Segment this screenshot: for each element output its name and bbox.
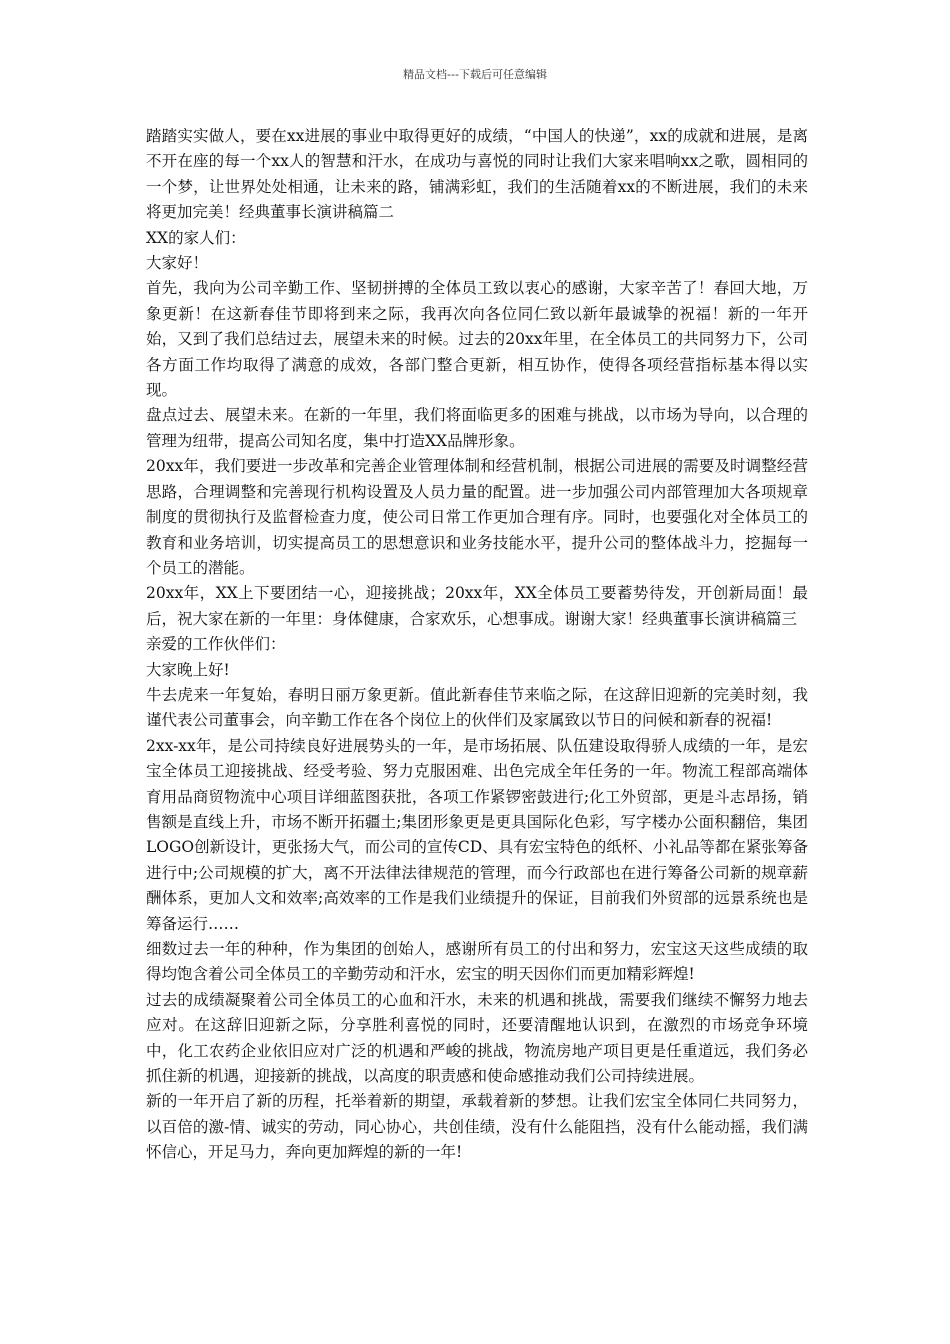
paragraph: 2xx-xx年，是公司持续良好进展势头的一年，是市场拓展、队伍建设取得骄人成绩的一年，是宏宝全体员工迎接挑战、经受考验、努力克服困难、出色完成全年任务的一年。物流工程部高端体育用品商贸物流中心项目详细蓝图获批，各项工作紧锣密鼓进行;化工外贸部，更是斗志昂扬，销售额是直线上升，市场不断开拓疆土;集团形象更是更具国际化色彩，写字楼办公面积翻倍，集团LOGO创新设计，更张扬大气，而公司的宣传CD、具有宏宝特色的纸杯、小礼品等都在紧张筹备进行中;公司规模的扩大，离不开法律法律规范的管理，而今行政部也在进行筹备公司新的规章薪酬体系，更加人文和效率;高效率的工作是我们业绩提升的保证，目前我们外贸部的远景系统也是筹备运行……: [146, 736, 808, 933]
paragraph: 牛去虎来一年复始，春明日丽万象更新。值此新春佳节来临之际，在这辞旧迎新的完美时刻，我谨代表公司董事会，向辛勤工作在各个岗位上的伙伴们及家属致以节日的问候和新春的祝福!: [146, 685, 808, 730]
salutation: XX的家人们：: [146, 228, 246, 247]
paragraph: 20xx年，我们要进一步改革和完善企业管理体制和经营机制，根据公司进展的需要及时调整经营思路，合理调整和完善现行机构设置及人员力量的配置。进一步加强公司内部管理加大各项规章制度的贯彻执行及监督检查力度，使公司日常工作更加合理有序。同时，也要强化对全体员工的教育和业务培训，切实提高员工的思想意识和业务技能水平，提升公司的整体战斗力，挖掘每一个员工的潜能。: [146, 457, 808, 577]
greeting: 大家晚上好!: [146, 660, 230, 679]
paragraph: 盘点过去、展望未来。在新的一年里，我们将面临更多的困难与挑战，以市场为导向，以合理的管理为纽带，提高公司知名度，集中打造XX品牌形象。: [146, 406, 808, 450]
paragraph: 新的一年开启了新的历程，托举着新的期望，承载着新的梦想。让我们宏宝全体同仁共同努力，以百倍的激-情、诚实的劳动，同心协心，共创佳绩，没有什么能阻挡，没有什么能动摇，我们满怀信心，开足马力，奔向更加辉煌的新的一年!: [146, 1092, 808, 1162]
paragraph: 过去的成绩凝聚着公司全体员工的心血和汗水，未来的机遇和挑战，需要我们继续不懈努力地去应对。在这辞旧迎新之际，分享胜利喜悦的同时，还要清醒地认识到，在激烈的市场竞争环境中，化工农药企业依旧应对广泛的机遇和严峻的挑战，物流房地产项目更是任重道远，我们务必抓住新的机遇，迎接新的挑战，以高度的职责感和使命感推动我们公司持续进展。: [146, 990, 808, 1086]
paragraph: 踏踏实实做人，要在xx进展的事业中取得更好的成绩，“中国人的快递”，xx的成就和进展，是离不开在座的每一个xx人的智慧和汗水，在成功与喜悦的同时让我们大家来唱响xx之歌，圆相同的一个梦，让世界处处相通，让未来的路，铺满彩虹，我们的生活随着xx的不断进展，我们的未来将更加完美！经典董事长演讲稿篇二: [146, 127, 808, 222]
paragraph: 首先，我向为公司辛勤工作、坚韧拼搏的全体员工致以衷心的感谢，大家辛苦了！春回大地，万象更新！在这新春佳节即将到来之际，我再次向各位同仁致以新年最诚挚的祝福！新的一年开始，又到了我们总结过去，展望未来的时候。过去的20xx年里，在全体员工的共同努力下，公司各方面工作均取得了满意的成效，各部门整合更新，相互协作，使得各项经营指标基本得以实现。: [146, 279, 808, 400]
paragraph: 细数过去一年的种种，作为集团的创始人，感谢所有员工的付出和努力，宏宝这天这些成绩的取得均饱含着公司全体员工的辛勤劳动和汗水，宏宝的明天因你们而更加精彩辉煌!: [146, 940, 808, 984]
page-header: 精品文档---下载后可任意编辑: [403, 68, 547, 81]
salutation: 亲爱的工作伙伴们：: [146, 635, 286, 654]
greeting: 大家好！: [146, 254, 209, 273]
document-body: [146, 124, 808, 1166]
paragraph: 20xx年，XX上下要团结一心，迎接挑战；20xx年，XX全体员工要蓄势待发，开创新局面！最后，祝大家在新的一年里：身体健康，合家欢乐，心想事成。谢谢大家！经典董事长演讲稿篇三: [146, 584, 808, 628]
